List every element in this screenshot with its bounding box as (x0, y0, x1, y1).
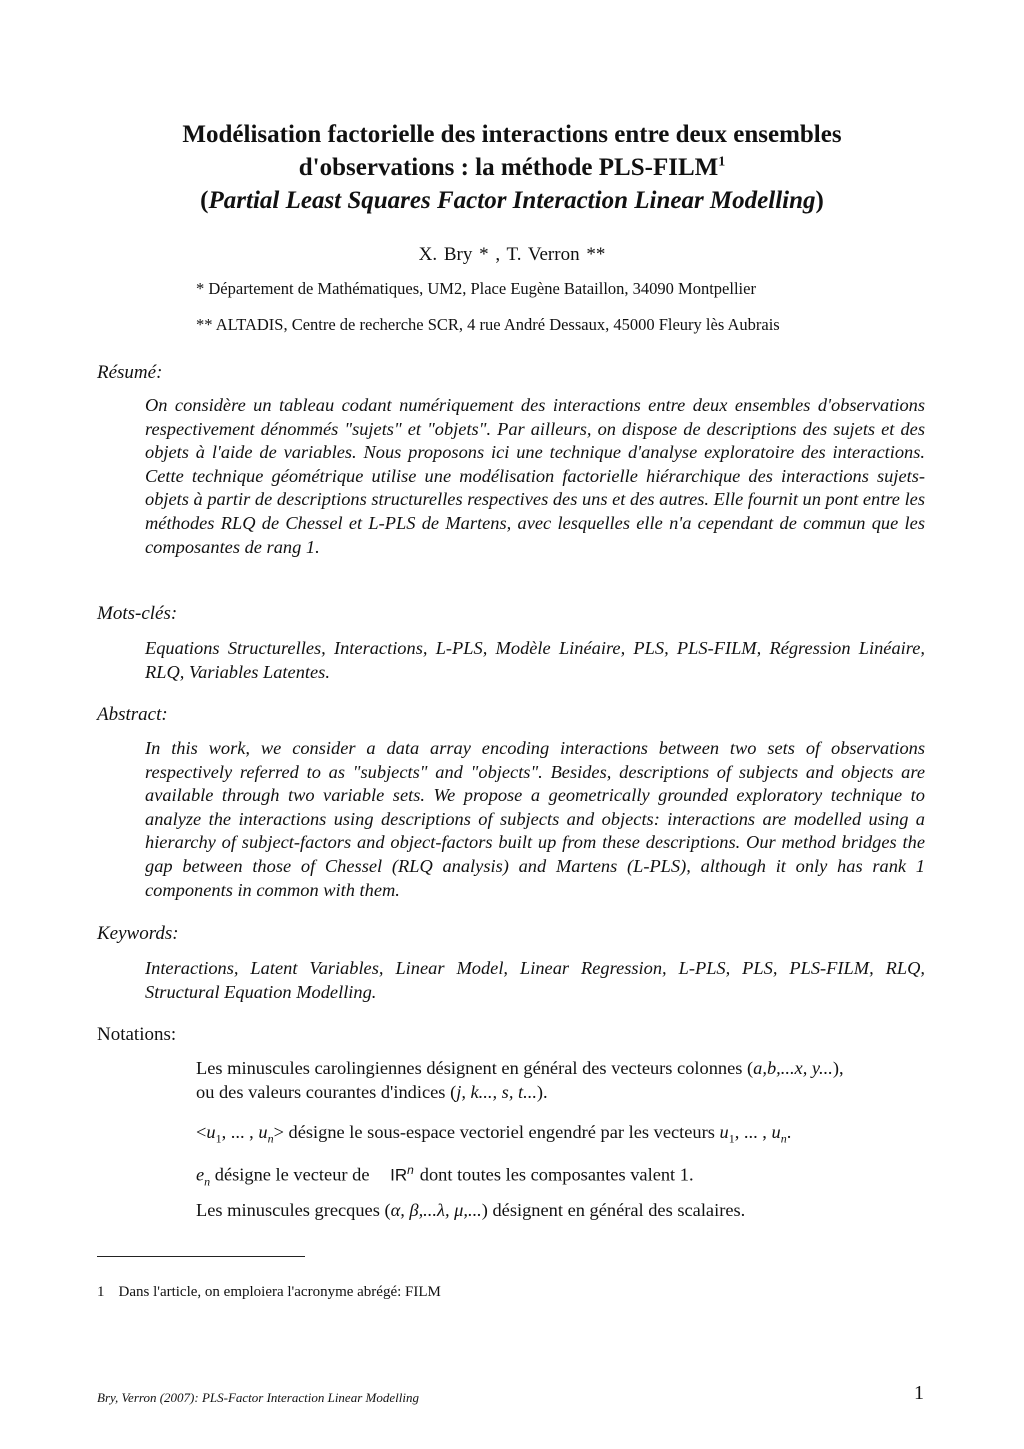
title-line-3: (Partial Least Squares Factor Interaction Linear Modelling) (200, 187, 824, 214)
authors: X. Bry * , T. Verron ** (418, 244, 606, 265)
footnote-separator (97, 1256, 305, 1257)
title-line-1: Modélisation factorielle des interactions entre deux ensembles (182, 121, 842, 148)
motscles-label: Mots-clés: (97, 603, 178, 624)
notation-3: $e_n$ désigne le vecteur de $IR^n$ dont toutes les composantes valent 1. (196, 1158, 936, 1193)
running-footer: Bry, Verron (2007): PLS-Factor Interaction Linear Modelling (97, 1390, 419, 1405)
footnote: 1 Dans l'article, on emploiera l'acronyme abrégé: FILM (97, 1284, 441, 1300)
keywords-text: Interactions, Latent Variables, Linear Model, Linear Regression, L-PLS, PLS, PLS-FILM, RLQ, Structural Equation Modelling. (145, 958, 925, 1002)
keywords-label: Keywords: (97, 923, 179, 944)
notation-1: Les minuscules carolingiennes désignent en général des vecteurs colonnes (a,b,...x, y...), ou des valeurs courantes d'indices (j, k..., s, t...). (196, 1058, 844, 1102)
abstract-label: Abstract: (97, 704, 168, 725)
affiliation-1: * Département de Mathématiques, UM2, Place Eugène Bataillon, 34090 Montpellier (196, 279, 756, 298)
footnote-mark: 1 (718, 154, 726, 170)
affiliation-2: ** ALTADIS, Centre de recherche SCR, 4 rue André Dessaux, 45000 Fleury lès Aubrais (196, 315, 780, 334)
notation-2: $<u_1$, ... , $u_n>$ désigne le sous-espace vectoriel engendré par les vecteurs $u_1$, ... , $u_n$. (196, 1122, 792, 1146)
resume-text: On considère un tableau codant numériquement des interactions entre deux ensembles d'observations respectivement dénommés "sujets" et "objets". Par ailleurs, on dispose de descriptions des sujets et des objets à l'aide de variables. Nous proposons ici une technique d'analyse exploratoire des interactions. Cette technique géométrique utilise une modélisation factorielle hiérarchique des interactions sujets-objets à partir de descriptions structurelles respectives des uns et des autres. Elle fournit un pont entre les méthodes RLQ de Chessel et L-PLS de Martens, avec lesquelles elle n'a cependant de commun que les composantes de rang 1. (145, 395, 925, 557)
abstract-text: In this work, we consider a data array encoding interactions between two sets of observations respectively referred to as "subjects" and "objects". Besides, descriptions of subjects and objects are available through two variable sets. We propose a geometrically grounded exploratory technique to analyze the interactions using descriptions of subjects and objects: interactions are modelled using a hierarchy of subject-factors and object-factors built up from these descriptions. Our method bridges the gap between those of Chessel (RLQ analysis) and Martens (L-PLS), although it only has rank 1 components in common with them. (145, 738, 925, 900)
notation-4: Les minuscules grecques (α, β,...λ, μ,...) désignent en général des scalaires. (196, 1200, 746, 1220)
title-line-2: d'observations : la méthode PLS-FILM$^1$ (298, 154, 726, 181)
page-number: 1 (914, 1382, 924, 1404)
real-numbers-symbol: $IR^n$ (390, 1163, 414, 1185)
motscles-text: Equations Structurelles, Interactions, L-PLS, Modèle Linéaire, PLS, PLS-FILM, Régression Linéaire, RLQ, Variables Latentes. (145, 638, 925, 682)
paper-title (0, 118, 1024, 217)
resume-label: Résumé: (97, 362, 163, 383)
notations-label: Notations: (97, 1024, 177, 1045)
